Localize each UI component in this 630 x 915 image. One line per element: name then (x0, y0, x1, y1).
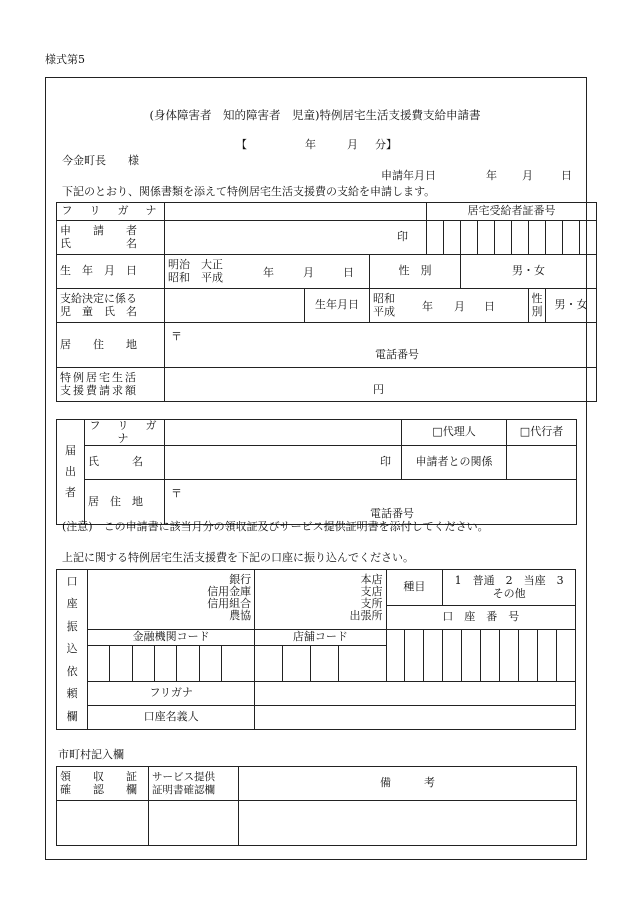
sex-field[interactable]: 男・女 (461, 255, 597, 289)
cert-digit-box[interactable] (580, 221, 597, 255)
cert-digit-box[interactable] (529, 221, 546, 255)
branch-code-digit[interactable] (283, 646, 311, 682)
bank-code-digit[interactable] (221, 646, 254, 682)
address-field[interactable] (165, 323, 597, 368)
branch-field[interactable]: 本店 支店 支所 出張所 (255, 570, 386, 630)
applicant-name-field[interactable] (165, 221, 427, 255)
address-label: 居 住 地 (57, 323, 165, 368)
remarks-field[interactable] (239, 801, 577, 846)
relation-field[interactable] (507, 446, 577, 480)
municipal-table (56, 766, 577, 846)
bank-code-digit[interactable] (154, 646, 176, 682)
account-digit-box[interactable] (405, 630, 424, 682)
notifier-furigana-field[interactable] (165, 420, 402, 446)
account-digit-box[interactable] (519, 630, 538, 682)
cert-number-label: 居宅受給者証番号 (427, 203, 597, 221)
account-furigana-label: フリガナ (88, 682, 255, 706)
bank-code-label: 金融機関コード (88, 630, 255, 646)
branch-code-digit[interactable] (310, 646, 338, 682)
postal-mark: 〒 (171, 330, 182, 343)
municipal-heading: 市町村記入欄 (58, 748, 124, 761)
receipt-check-label: 領 収 証 確 認 欄 (57, 767, 149, 801)
cert-digit-box[interactable] (444, 221, 461, 255)
service-cert-check-label: サービス提供 証明書確認欄 (149, 767, 239, 801)
notifier-side-label: 届 出 者 (57, 420, 85, 525)
bank-transfer-table (56, 569, 576, 730)
account-digit-box[interactable] (481, 630, 500, 682)
account-digit-box[interactable] (500, 630, 519, 682)
applicant-furigana-label: フ リ ガ ナ (57, 203, 165, 221)
transfer-intro: 上記に関する特例居宅生活支援費を下記の口座に振り込んでください。 (62, 551, 414, 564)
seal-mark: 印 (397, 230, 409, 244)
branch-code-digit[interactable] (255, 646, 283, 682)
cert-digit-box[interactable] (546, 221, 563, 255)
postal-mark: 〒 (171, 487, 182, 501)
account-digit-box[interactable] (386, 630, 405, 682)
account-type-label: 種目 (386, 570, 443, 606)
bank-code-digit[interactable] (110, 646, 132, 682)
notifier-name-label: 氏 名 (85, 446, 165, 480)
account-furigana-field[interactable] (255, 682, 576, 706)
yen-unit: 円 (373, 383, 384, 396)
addressee: 今金町長 様 (62, 154, 139, 167)
child-birth-label: 生年月日 (305, 289, 370, 323)
cert-digit-box[interactable] (461, 221, 478, 255)
child-sex-label: 性 別 (529, 289, 546, 323)
phone-label: 電話番号 (370, 507, 414, 521)
applicant-furigana-field[interactable] (165, 203, 427, 221)
account-holder-field[interactable] (255, 706, 576, 730)
account-digit-box[interactable] (424, 630, 443, 682)
child-name-field[interactable] (165, 289, 305, 323)
notifier-name-field[interactable] (165, 446, 402, 480)
agent-checkbox[interactable]: □代理人 (402, 420, 507, 446)
birth-label: 生 年 月 日 (57, 255, 165, 289)
notifier-address-field[interactable] (165, 480, 577, 525)
notifier-furigana-label: フ リ ガ ナ (85, 420, 165, 446)
proxy-checkbox[interactable]: □代行者 (507, 420, 577, 446)
branch-code-digit[interactable] (338, 646, 386, 682)
notifier-address-label: 居 住 地 (85, 480, 165, 525)
applicant-name-label: 申 請 者 氏 名 (57, 221, 165, 255)
relation-label: 申請者との関係 (402, 446, 507, 480)
page-title: (身体障害者 知的障害者 児童)特例居宅生活支援費支給申請書 (149, 108, 481, 122)
bank-code-digit[interactable] (177, 646, 199, 682)
bank-side-label: 口 座 振 込 依 頼 欄 (57, 570, 88, 730)
phone-label: 電話番号 (375, 348, 419, 361)
attachment-note: (注意) この申請書に該当月分の領収証及びサービス提供証明書を添付してください。 (62, 520, 489, 533)
account-type-options[interactable]: 1 普通 2 当座 3 その他 (443, 570, 576, 606)
birth-date-field[interactable]: 明治 大正 昭和 平成 年 月 日 (165, 255, 370, 289)
receipt-check-field[interactable] (57, 801, 149, 846)
account-holder-label: 口座名義人 (88, 706, 255, 730)
child-birth-field[interactable]: 昭和 平成 年 月 日 (370, 289, 529, 323)
bank-code-digit[interactable] (199, 646, 221, 682)
bank-code-digit[interactable] (88, 646, 110, 682)
financial-institution-field[interactable]: 銀行 信用金庫 信用組合 農協 (88, 570, 255, 630)
account-digit-box[interactable] (462, 630, 481, 682)
account-digit-box[interactable] (537, 630, 556, 682)
claim-amount-label: 特例居宅生活 支援費請求額 (57, 368, 165, 402)
account-number-label: 口 座 番 号 (386, 606, 575, 630)
applicant-table (56, 202, 597, 402)
intro-text: 下記のとおり、関係書類を添えて特例居宅生活支援費の支給を申請します。 (62, 185, 436, 198)
account-digit-box[interactable] (556, 630, 575, 682)
service-cert-check-field[interactable] (149, 801, 239, 846)
sex-label: 性 別 (370, 255, 461, 289)
cert-digit-box[interactable] (478, 221, 495, 255)
account-digit-box[interactable] (443, 630, 462, 682)
cert-digit-box[interactable] (427, 221, 444, 255)
branch-code-label: 店舗コード (255, 630, 386, 646)
notifier-table (56, 419, 577, 525)
cert-digit-box[interactable] (512, 221, 529, 255)
cert-digit-box[interactable] (563, 221, 580, 255)
bank-code-digit[interactable] (132, 646, 154, 682)
child-sex-field[interactable]: 男・女 (546, 289, 597, 323)
seal-mark: 印 (380, 455, 391, 469)
claim-amount-field[interactable] (165, 368, 597, 402)
cert-digit-box[interactable] (495, 221, 512, 255)
remarks-label: 備 考 (239, 767, 577, 801)
form-number: 様式第5 (45, 53, 85, 66)
child-name-label: 支給決定に係る 児 童 氏 名 (57, 289, 165, 323)
